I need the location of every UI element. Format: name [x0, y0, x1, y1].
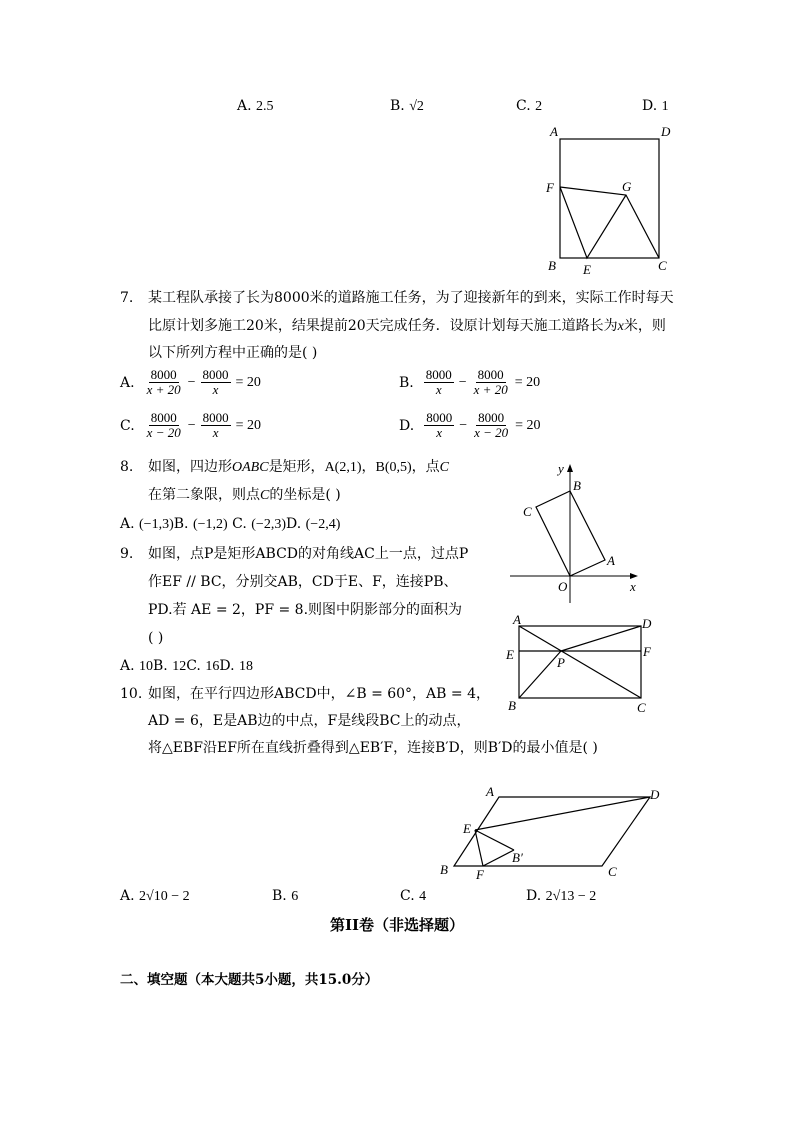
q8-figure — [500, 458, 650, 608]
label-e: E — [583, 262, 591, 277]
label-g: G — [622, 179, 632, 194]
segment-pb — [519, 651, 561, 698]
q6-figure — [540, 120, 680, 280]
label-f: F — [476, 867, 484, 882]
label-x: x — [630, 579, 636, 594]
q9-number: 9. — [120, 546, 134, 562]
label-p: P — [557, 655, 565, 670]
square-abcd — [560, 139, 659, 258]
label-o: O — [558, 579, 568, 594]
q9-line4: ( ) — [148, 630, 164, 646]
label-b: B — [573, 478, 581, 493]
q10-line3: 将△EBF沿EF所在直线折叠得到△EB′F，连接B′D，则B′D的最小值是( ) — [148, 740, 598, 756]
section2-heading: 二、填空题（本大题共5小题，共15.0分） — [120, 972, 379, 988]
label-c: C — [658, 258, 667, 273]
q8-line2: 在第二象限，则点C的坐标是( ) — [148, 487, 341, 503]
label-d: D — [650, 787, 660, 802]
q9-line1: 如图，点P是矩形ABCD的对角线AC上一点，过点P — [148, 546, 469, 562]
label-f: F — [546, 180, 554, 195]
label-a: A — [486, 784, 494, 799]
label-b: B — [548, 258, 556, 273]
segment-ed — [475, 797, 650, 830]
q7-option-d: D. $\frac{8000}{x}$ − $\frac{8000}{x - 20}$ = 20 — [399, 410, 541, 440]
label-e: E — [463, 821, 471, 836]
q7-option-a: A. $\frac{8000}{x + 20}$ − $\frac{8000}{x}$ = 20 — [120, 367, 261, 397]
y-axis-arrow — [567, 464, 573, 472]
label-d: D — [642, 616, 652, 631]
q10-option-b: B. 6 — [272, 888, 299, 904]
q10-line1: 如图，在平行四边形ABCD中，∠B = 60°，AB = 4， — [148, 686, 490, 702]
q10-option-c: C. 4 — [400, 888, 427, 904]
q6-option-b: B. √2 — [390, 98, 424, 114]
label-a: A — [550, 124, 558, 139]
part2-title: 第II卷（非选择题） — [329, 916, 465, 934]
q7-option-c: C. $\frac{8000}{x - 20}$ − $\frac{8000}{x}$ = 20 — [120, 410, 262, 440]
q7-line1: 某工程队承接了长为8000米的道路施工任务，为了迎接新年的到来，实际工作时每天 — [148, 290, 674, 306]
label-c: C — [608, 864, 617, 879]
q7-option-b: B. $\frac{8000}{x}$ − $\frac{8000}{x + 20}$ = 20 — [399, 367, 541, 397]
q9-line2: 作EF // BC，分别交AB，CD于E、F，连接PB、 — [148, 574, 458, 590]
q7-number: 7. — [120, 290, 134, 306]
q9-figure — [500, 610, 665, 720]
label-a: A — [607, 553, 615, 568]
q9-line3: PD.若 AE = 2，PF = 8.则图中阴影部分的面积为 — [148, 602, 463, 618]
segment-ef — [475, 830, 483, 866]
q7-line2: 比原计划多施工20米，结果提前20天完成任务．设原计划每天施工道路长为x米，则 — [148, 318, 666, 334]
label-e: E — [506, 647, 514, 662]
diagonal-ac — [519, 626, 641, 698]
label-c: C — [523, 504, 532, 519]
q7-line3: 以下所列方程中正确的是( ) — [148, 345, 318, 361]
label-a: A — [513, 612, 521, 627]
label-d: D — [661, 124, 671, 139]
q10-line2: AD = 6，E是AB边的中点，F是线段BC上的动点， — [148, 713, 471, 729]
q6-option-a: A. 2.5 — [237, 98, 274, 114]
label-b: B — [440, 862, 448, 877]
segment-eb1 — [475, 830, 514, 850]
q10-figure — [430, 780, 670, 885]
q8-options: A. (−1,3)B. (−1,2) C. (−2,3)D. (−2,4) — [120, 516, 341, 532]
q10-option-d: D. 2√13 − 2 — [526, 888, 597, 904]
q6-option-d: D. 1 — [642, 98, 669, 114]
parallelogram-abcd — [454, 797, 650, 866]
q10-option-a: A. 2√10 − 2 — [120, 888, 190, 904]
label-b1: B′ — [512, 850, 523, 865]
label-b: B — [508, 698, 516, 713]
q8-number: 8. — [120, 459, 134, 475]
q6-option-c: C. 2 — [516, 98, 543, 114]
segment-fb1 — [483, 850, 514, 866]
q9-options: A. 10B. 12C. 16D. 18 — [120, 658, 253, 674]
label-y: y — [558, 461, 564, 476]
label-f: F — [643, 644, 651, 659]
segment-feg — [560, 187, 626, 258]
segment-pd — [561, 626, 641, 651]
label-c: C — [637, 700, 646, 715]
q8-line1: 如图，四边形OABC是矩形，A(2,1)，B(0,5)，点C — [148, 459, 450, 475]
q10-number: 10. — [120, 686, 143, 702]
